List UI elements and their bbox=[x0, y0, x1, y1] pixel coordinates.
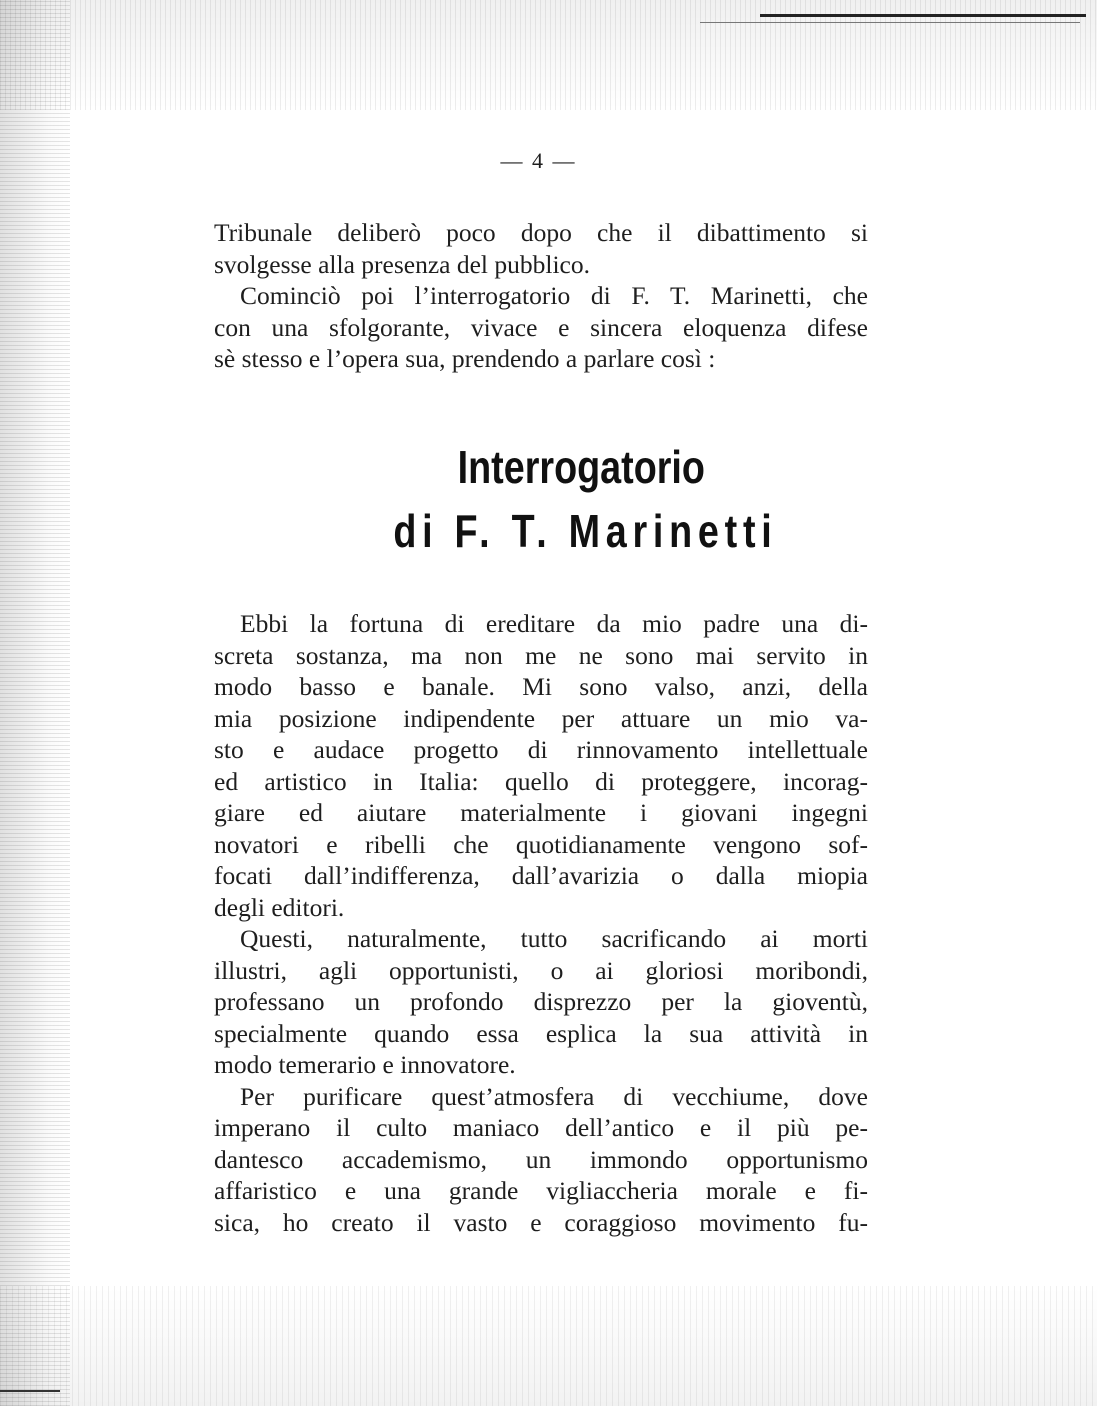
body-line: modo temerario e innovatore. bbox=[214, 1050, 516, 1079]
section-heading-line-2: di F. T. Marinetti bbox=[393, 505, 778, 557]
body-line: Per purificare quest’atmosfera di vecchiume, dove bbox=[240, 1081, 868, 1111]
intro-line: Cominciò poi l’interrogatorio di F. T. Marinetti, che bbox=[240, 281, 868, 310]
intro-line: sè stesso e l’opera sua, prendendo a parlare così : bbox=[214, 344, 716, 373]
body-line: illustri, agli opportunisti, o ai gloriosi moribondi, bbox=[214, 955, 868, 985]
top-rule-thin bbox=[700, 22, 1080, 23]
body-line: specialmente quando essa esplica la sua attività in bbox=[214, 1018, 868, 1048]
page-number: — 4 — bbox=[500, 148, 577, 173]
body-line: focati dall’indifferenza, dall’avarizia o dalla miopia bbox=[214, 861, 868, 890]
body-line: modo basso e banale. Mi sono valso, anzi, della bbox=[214, 672, 868, 701]
scan-noise-bottom bbox=[0, 1286, 1097, 1406]
intro-line: Tribunale deliberò poco dopo che il dibattimento si bbox=[214, 218, 868, 247]
body-line: affaristico e una grande vigliaccheria morale e fi- bbox=[214, 1176, 868, 1205]
body-line: imperano il culto maniaco dell’antico e il più pe- bbox=[214, 1113, 868, 1142]
body-line: degli editori. bbox=[214, 892, 345, 922]
intro-paragraphs bbox=[214, 217, 868, 375]
intro-line: con una sfolgorante, vivace e sincera eloquenza difese bbox=[214, 312, 868, 342]
intro-line: svolgesse alla presenza del pubblico. bbox=[214, 249, 591, 279]
body-line: mia posizione indipendente per attuare un mio va- bbox=[214, 703, 868, 733]
body-line: screta sostanza, ma non me ne sono mai servito in bbox=[214, 640, 868, 670]
body-line: Questi, naturalmente, tutto sacrificando ai morti bbox=[240, 924, 868, 953]
testimony-text bbox=[214, 608, 868, 1238]
body-line: ed artistico in Italia: quello di proteggere, incorag- bbox=[214, 766, 868, 796]
body-line: Ebbi la fortuna di ereditare da mio padre una di- bbox=[240, 609, 868, 638]
section-heading-line-1: Interrogatorio bbox=[457, 441, 705, 493]
body-line: dantesco accademismo, un immondo opportunismo bbox=[214, 1144, 868, 1174]
body-line: sto e audace progetto di rinnovamento intellettuale bbox=[214, 735, 868, 764]
body-line: sica, ho creato il vasto e coraggioso movimento fu- bbox=[214, 1207, 868, 1237]
body-line: professano un profondo disprezzo per la gioventù, bbox=[214, 987, 868, 1016]
bottom-rule bbox=[0, 1390, 60, 1392]
scan-noise-left-edge bbox=[0, 0, 70, 1406]
body-line: giare ed aiutare materialmente i giovani ingegni bbox=[214, 798, 868, 827]
top-rule bbox=[760, 14, 1086, 17]
body-line: novatori e ribelli che quotidianamente vengono sof- bbox=[214, 829, 868, 859]
